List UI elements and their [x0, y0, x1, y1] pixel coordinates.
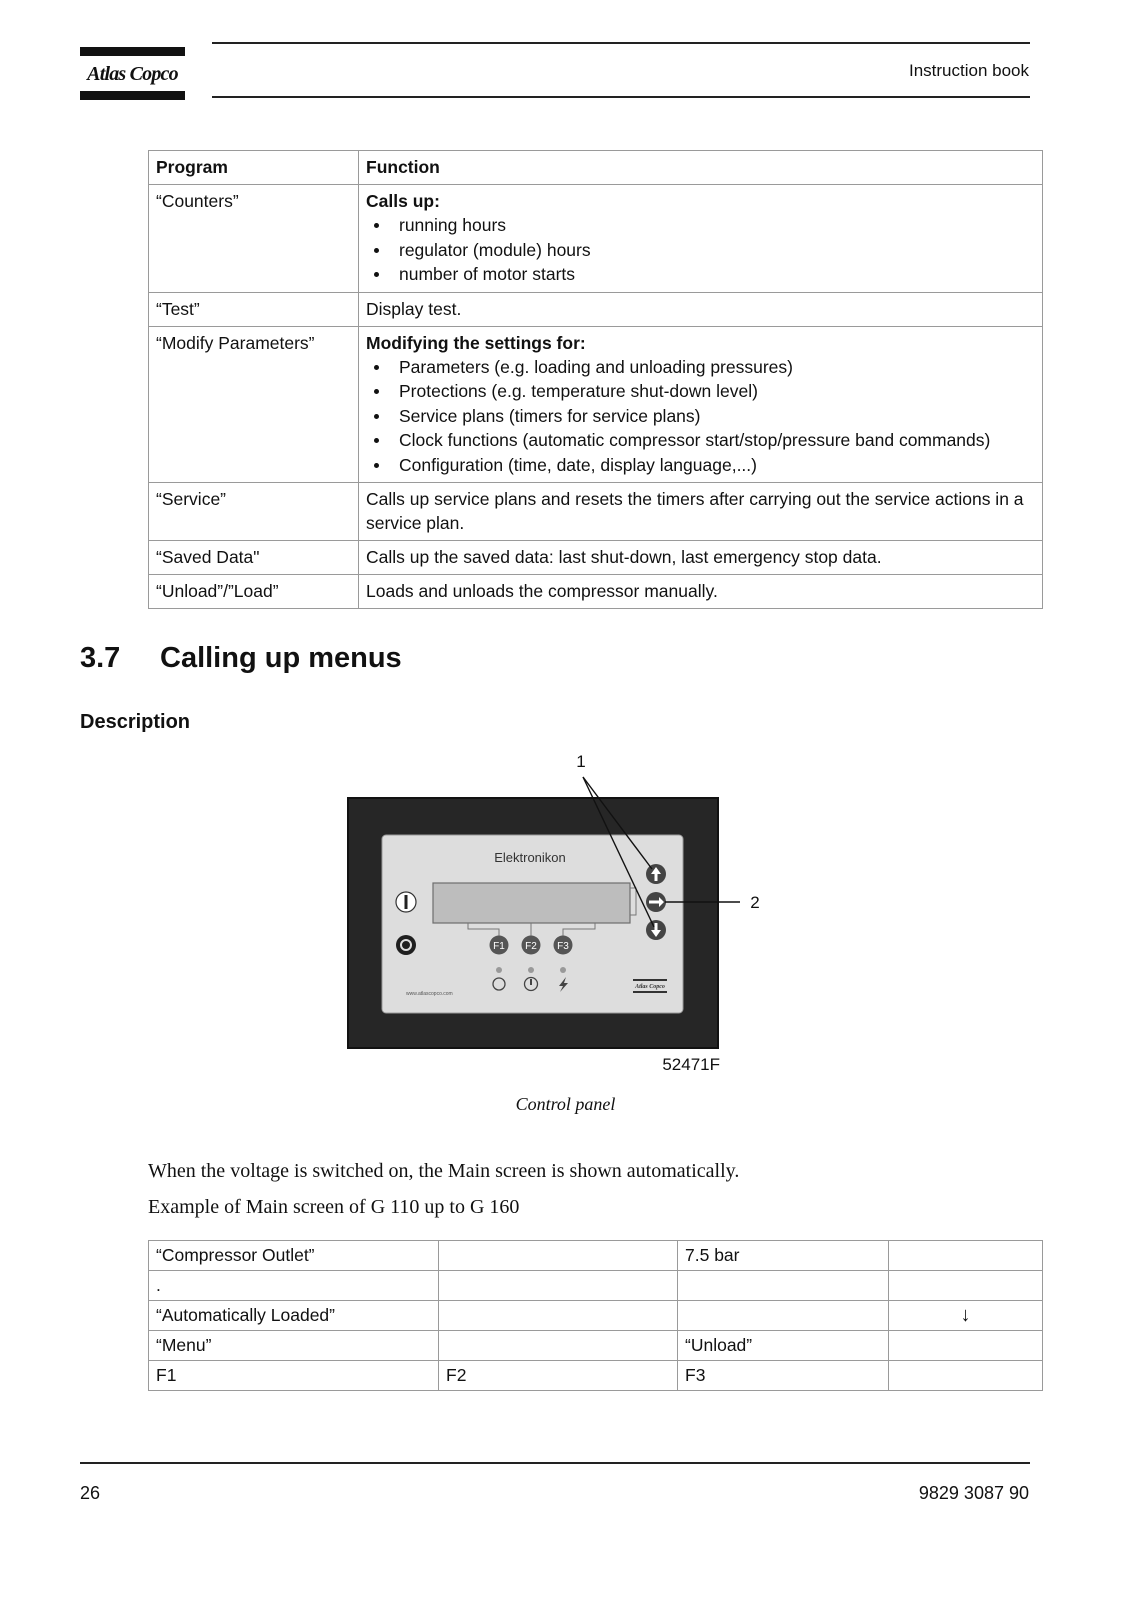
table-header-row — [149, 151, 1043, 185]
cell: F3 — [678, 1361, 889, 1391]
cell — [439, 1331, 678, 1361]
cell — [439, 1301, 678, 1331]
figure-caption: Control panel — [515, 1094, 616, 1114]
cell — [439, 1241, 678, 1271]
cell — [889, 1361, 1043, 1391]
table-row — [149, 292, 1043, 326]
program-name: “Saved Data" — [149, 541, 359, 575]
cell: “Menu” — [149, 1331, 439, 1361]
table-row — [149, 1301, 1043, 1331]
program-name: “Service” — [149, 483, 359, 541]
cell — [439, 1271, 678, 1301]
callout-2: 2 — [750, 893, 760, 912]
program-name: “Unload”/”Load” — [149, 575, 359, 609]
cell: “Automatically Loaded” — [149, 1301, 439, 1331]
logo-text: Atlas Copco — [87, 63, 178, 85]
table-row — [149, 1241, 1043, 1271]
f3-key-label: F3 — [557, 941, 569, 952]
cell: . — [149, 1271, 439, 1301]
alarm-icon-mark — [530, 979, 532, 985]
header-program: Program — [149, 151, 359, 185]
bullet-item: Parameters (e.g. loading and unloading pressures) — [366, 355, 1035, 380]
callout-1: 1 — [576, 752, 586, 771]
page-number: 26 — [80, 1483, 101, 1503]
led-voltage — [496, 967, 502, 973]
table-row — [149, 1271, 1043, 1301]
bullet-item: Configuration (time, date, display language,...) — [366, 453, 1035, 478]
program-function-table — [148, 150, 1043, 609]
bullet-item: Clock functions (automatic compressor start/stop/pressure band commands) — [366, 428, 1035, 453]
bullet-item: Protections (e.g. temperature shut-down level) — [366, 379, 1035, 404]
document-number: 9829 3087 90 — [918, 1483, 1029, 1503]
cell — [678, 1301, 889, 1331]
program-function: Calls up service plans and resets the timers after carrying out the service actions in a service plan. — [359, 483, 1043, 541]
table-row — [149, 1361, 1043, 1391]
subheading-description: Description — [80, 711, 191, 733]
program-name: “Counters” — [149, 185, 359, 293]
section-title: Calling up menus — [160, 642, 402, 674]
f2-key-label: F2 — [525, 941, 537, 952]
paragraph-main-screen: When the voltage is switched on, the Main screen is shown automatically. — [148, 1160, 740, 1182]
program-function: Calls up the saved data: last shut-down, last emergency stop data. — [359, 541, 1043, 575]
cell — [889, 1331, 1043, 1361]
function-lead: Calls up: — [366, 191, 440, 211]
table-row — [149, 483, 1043, 541]
table-row — [149, 575, 1043, 609]
header-rule-top — [212, 42, 1030, 44]
cell: “Unload” — [678, 1331, 889, 1361]
header-rule-bottom — [212, 96, 1030, 98]
led-auto — [560, 967, 566, 973]
atlas-copco-logo — [80, 47, 185, 100]
led-alarm — [528, 967, 534, 973]
table-row — [149, 541, 1043, 575]
header-title: Instruction book — [908, 61, 1029, 80]
cell: F1 — [149, 1361, 439, 1391]
cell — [889, 1241, 1043, 1271]
table-row — [149, 185, 1043, 293]
cell: F2 — [439, 1361, 678, 1391]
panel-website: www.atlascopco.com — [406, 991, 453, 997]
paragraph-example: Example of Main screen of G 110 up to G 160 — [148, 1196, 520, 1218]
panel-logo-bar-top — [633, 979, 667, 981]
program-name: “Test” — [149, 292, 359, 326]
function-bullets — [366, 355, 1035, 478]
main-screen-table — [148, 1240, 1043, 1391]
figure-code: 52471F — [662, 1055, 720, 1074]
control-panel-figure — [340, 750, 800, 1090]
program-function — [359, 185, 1043, 293]
bullet-item: Service plans (timers for service plans) — [366, 404, 1035, 429]
panel-display — [433, 883, 630, 923]
program-function: Display test. — [359, 292, 1043, 326]
program-function: Loads and unloads the compressor manually. — [359, 575, 1043, 609]
panel-logo-bar-bottom — [633, 991, 667, 993]
program-name: “Modify Parameters” — [149, 326, 359, 483]
start-icon — [405, 895, 408, 909]
bullet-item: running hours — [366, 213, 1035, 238]
program-function — [359, 326, 1043, 483]
cell: 7.5 bar — [678, 1241, 889, 1271]
cell: “Compressor Outlet” — [149, 1241, 439, 1271]
stop-button — [396, 935, 416, 955]
section-heading — [80, 642, 402, 675]
bullet-item: regulator (module) hours — [366, 238, 1035, 263]
f1-key-label: F1 — [493, 941, 505, 952]
function-lead: Modifying the settings for: — [366, 332, 586, 353]
panel-brand: Elektronikon — [494, 850, 566, 865]
header-function: Function — [359, 151, 1043, 185]
function-bullets — [366, 213, 1035, 287]
section-number: 3.7 — [80, 642, 121, 674]
cell — [678, 1271, 889, 1301]
bullet-item: number of motor starts — [366, 262, 1035, 287]
table-row — [149, 326, 1043, 483]
footer-rule — [80, 1462, 1030, 1464]
cell — [889, 1271, 1043, 1301]
table-row — [149, 1331, 1043, 1361]
down-arrow-icon: ↓ — [889, 1301, 1043, 1331]
panel-logo: Atlas Copco — [635, 984, 665, 990]
